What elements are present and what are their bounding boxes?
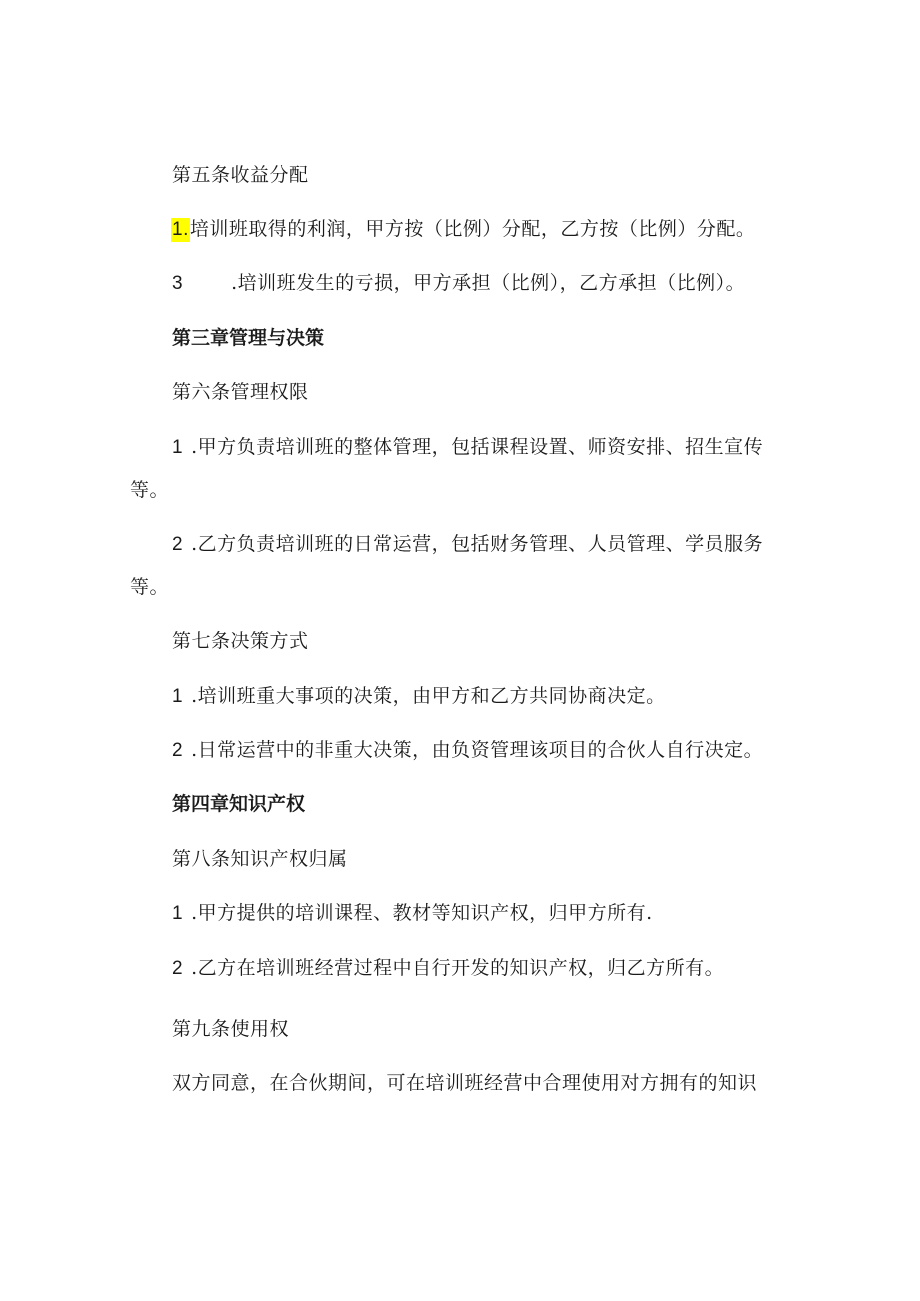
- article-7-item-1: [172, 684, 666, 709]
- article-5-item-1: [171, 217, 755, 242]
- item-text: .甲方负责培训班的整体管理，包括课程设置、师资安排、招生宣传: [191, 436, 764, 458]
- article-6-item-2: [172, 532, 763, 557]
- item-text: .培训班发生的亏损，甲方承担（比例），乙方承担（比例）。: [231, 272, 746, 294]
- item-text: .日常运营中的非重大决策，由负资管理该项目的合伙人自行决定。: [191, 739, 764, 761]
- chapter-3-title: 第三章管理与决策: [172, 327, 325, 349]
- article-5-item-2: [172, 271, 745, 296]
- article-6-item-1-continued: 等。: [130, 479, 170, 501]
- article-6-item-2-continued: 等。: [130, 576, 170, 598]
- article-8-item-1: [172, 901, 653, 926]
- item-number: 1: [172, 437, 184, 458]
- item-number: 1: [172, 903, 184, 924]
- item-number: 3: [172, 273, 184, 294]
- article-6-title: 第六条管理权限: [172, 381, 309, 403]
- article-8-title: 第八条知识产权归属: [172, 848, 348, 870]
- article-7-title: 第七条决策方式: [172, 630, 309, 652]
- article-9-title: 第九条使用权: [172, 1018, 290, 1040]
- item-number-highlighted: 1.: [172, 219, 189, 240]
- article-6-item-1: [172, 435, 763, 460]
- item-number: 2: [172, 740, 184, 761]
- chapter-4-title: 第四章知识产权: [172, 793, 306, 815]
- item-text: .乙方在培训班经营过程中自行开发的知识产权，归乙方所有。: [191, 957, 725, 979]
- article-5-title: 第五条收益分配: [172, 164, 309, 186]
- item-text: .乙方负责培训班的日常运营，包括财务管理、人员管理、学员服务: [191, 533, 764, 555]
- article-8-item-2: [172, 956, 724, 981]
- item-text: .培训班重大事项的决策，由甲方和乙方共同协商决定。: [191, 685, 666, 707]
- item-number: 2: [172, 534, 184, 555]
- item-text: .甲方提供的培训课程、教材等知识产权，归甲方所有.: [191, 902, 653, 924]
- article-7-item-2: [172, 738, 763, 763]
- item-number: 2: [172, 958, 184, 979]
- item-number: 1: [172, 686, 184, 707]
- article-9-text: 双方同意，在合伙期间，可在培训班经营中合理使用对方拥有的知识: [172, 1072, 758, 1094]
- item-text: 培训班取得的利润，甲方按（比例）分配，乙方按（比例）分配。: [189, 218, 756, 240]
